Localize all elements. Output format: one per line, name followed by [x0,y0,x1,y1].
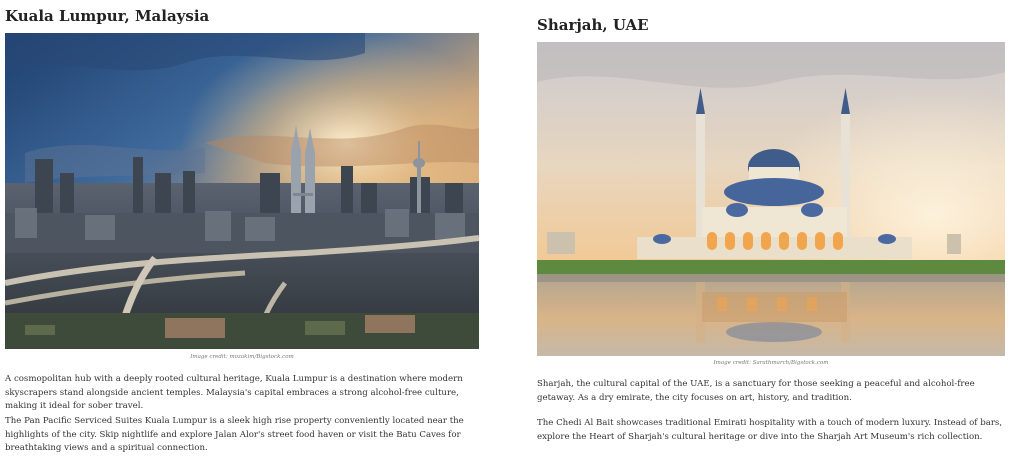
image-credit: Image credit: mozakim/Bigstock.com [190,354,294,360]
sharjah-mosque-photo [537,42,1005,356]
hotel-paragraph: The Pan Pacific Serviced Suites Kuala Lumpur is a sleek high rise property conveniently located near the highlights of the city. Skip nightlife and explore Jalan Alor's street food haven or visit the Batu Caves for breathtaking views and a spiritual connection. [5,416,464,453]
kuala-lumpur-skyline-photo [5,33,479,349]
description-paragraph: Sharjah, the cultural capital of the UAE, is a sanctuary for those seeking a peaceful and alcohol-free getaway. As a dry emirate, the city focuses on art, history, and tradition. [537,379,975,403]
city-title: Kuala Lumpur, Malaysia [5,7,210,25]
hotel-paragraph: The Chedi Al Bait showcases traditional Emirati hospitality with a touch of modern luxury. Instead of bars, explore the Heart of Sharjah's cultural heritage or dive into the Sharjah Art Museum's rich collection. [537,418,1003,442]
image-credit: Image credit: Sarathmarch/Bigstock.com [713,360,829,366]
description-paragraph: A cosmopolitan hub with a deeply rooted cultural heritage, Kuala Lumpur is a destination where modern skyscrapers stand alongside ancient temples. Malaysia's capital embraces a strong alcohol-free culture, making it ideal for sober travel. [5,374,463,411]
city-title: Sharjah, UAE [537,16,649,34]
